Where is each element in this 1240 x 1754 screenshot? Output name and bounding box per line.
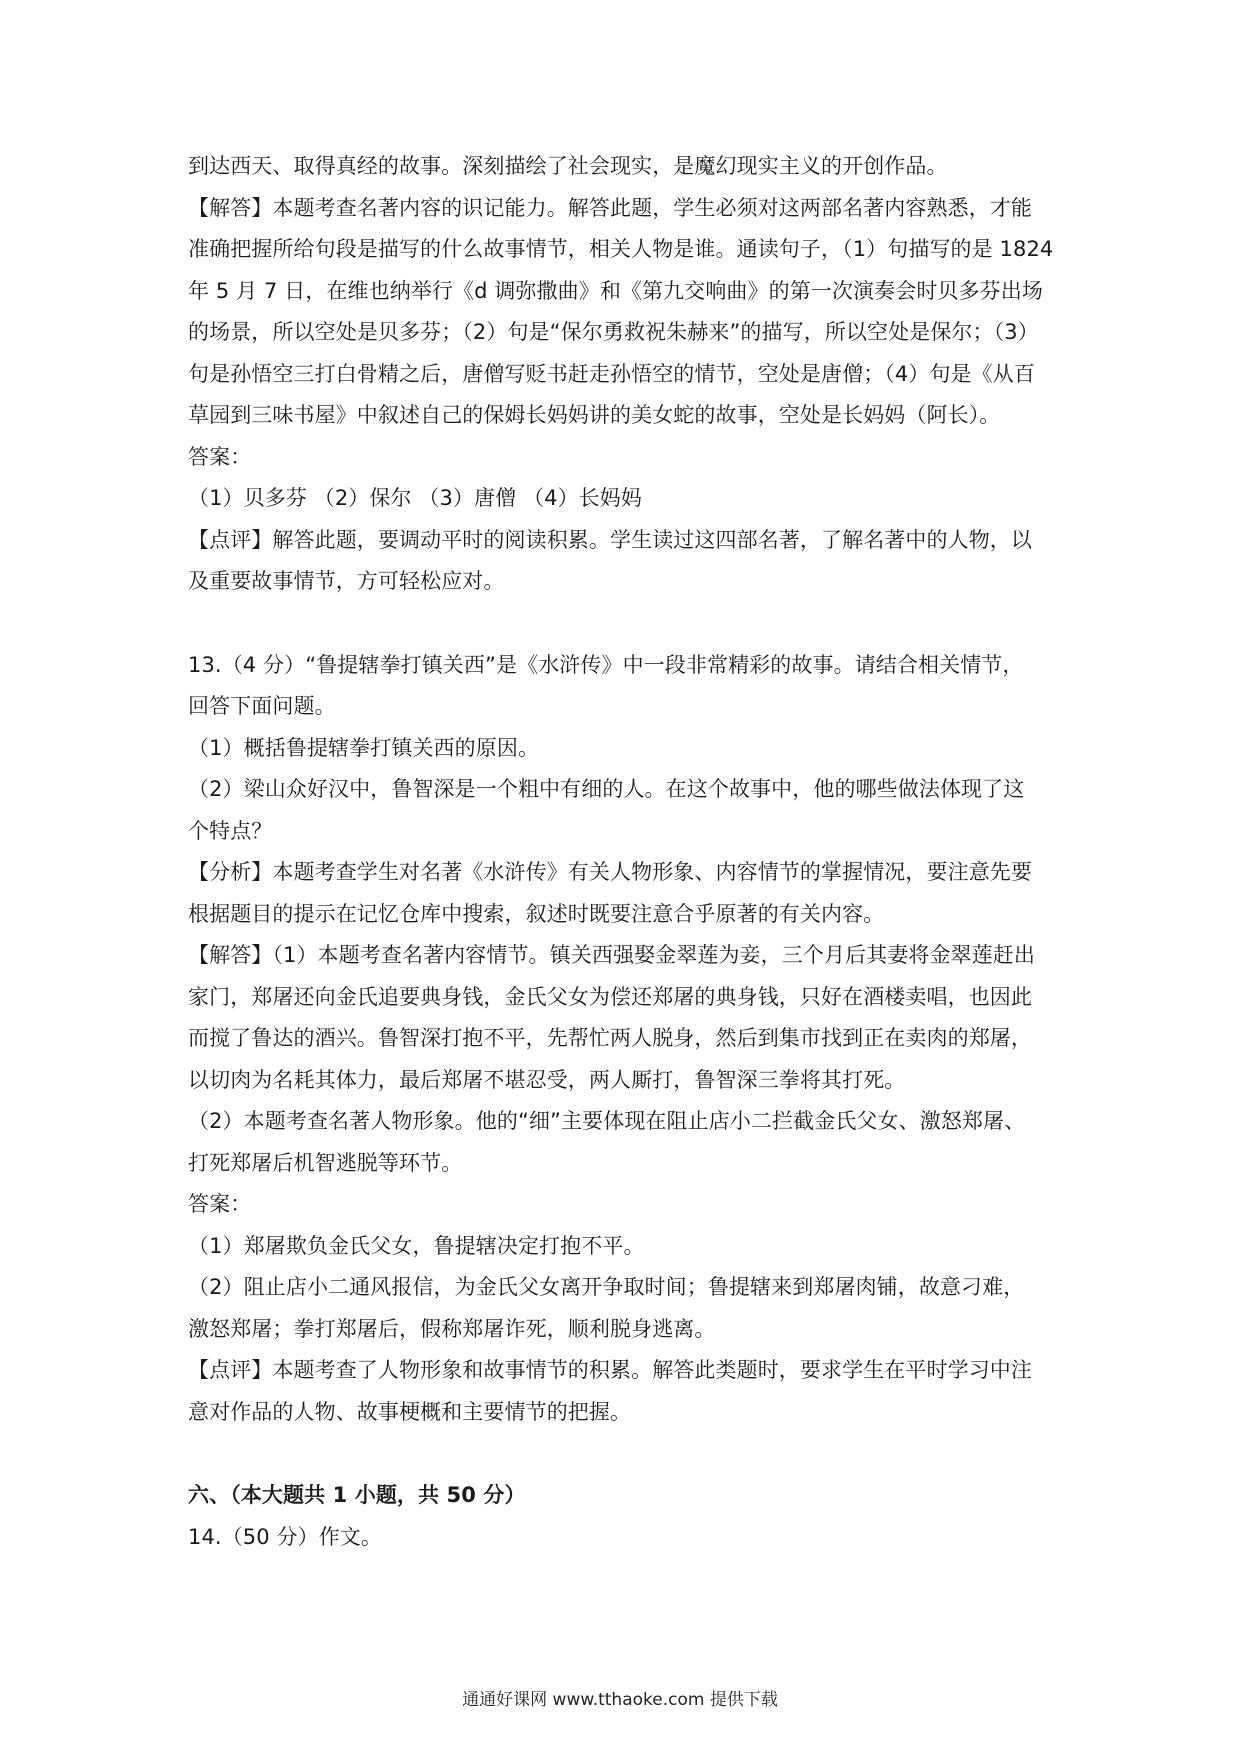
document-body: [188, 146, 1063, 1558]
page-footer: 通通好课网 www.tthaoke.com 提供下载: [462, 1690, 778, 1710]
text-line: 个特点？: [188, 818, 273, 843]
answer-text: （1）郑屠欺负金氏父女，鲁提辖决定打抱不平。: [188, 1233, 645, 1258]
comment-paragraph: 【点评】本题考查了人物形象和故事情节的积累。解答此类题时，要求学生在平时学习中注: [188, 1358, 1032, 1382]
question-14: 14.（50 分）作文。: [188, 1524, 382, 1549]
text-line: 到达西天、取得真经的故事。深刻描绘了社会现实，是魔幻现实主义的开创作品。: [188, 154, 948, 178]
text-line: 激怒郑屠；拳打郑屠后，假称郑屠诈死，顺利脱身逃离。: [188, 1316, 716, 1341]
text-line: 意对作品的人物、故事梗概和主要情节的把握。: [188, 1399, 632, 1424]
text-line: 回答下面问题。: [188, 694, 336, 718]
answer-text: （2）阻止店小二通风报信，为金氏父女离开争取时间；鲁提辖来到郑屠肉铺，故意刁难，: [188, 1275, 1025, 1299]
answer-text: （1）贝多芬 （2）保尔 （3）唐僧 （4）长妈妈: [188, 486, 642, 510]
text-line: 根据题目的提示在记忆仓库中搜索，叙述时既要注意合乎原著的有关内容。: [188, 901, 885, 926]
text-line: 草园到三味书屋》中叙述自己的保姆长妈妈讲的美女蛇的故事，空处是长妈妈（阿长）。: [188, 403, 1001, 427]
answer-paragraph: 【解答】本题考查名著内容的识记能力。解答此题，学生必须对这两部名著内容熟悉，才能: [188, 195, 1032, 220]
text-line: 家门，郑屠还向金氏追要典身钱，金氏父女为偿还郑屠的典身钱，只好在酒楼卖唱，也因此: [188, 984, 1032, 1009]
answer-label: 答案：: [188, 1192, 252, 1216]
text-line: （2）本题考查名著人物形象。他的“细”主要体现在阻止店小二拦截金氏父女、激怒郑屠、: [188, 1109, 1026, 1133]
question-13: 13.（4 分）“鲁提辖拳打镇关西”是《水浒传》中一段非常精彩的故事。请结合相关情节，: [188, 652, 1024, 677]
text-line: 及重要故事情节，方可轻松应对。: [188, 569, 505, 593]
text-line: 年 5 月 7 日，在维也纳举行《d 调弥撒曲》和《第九交响曲》的第一次演奏会时贝多芬出场: [188, 278, 1043, 303]
section-gap: [188, 1433, 1063, 1475]
text-line: 打死郑屠后机智逃脱等环节。: [188, 1150, 463, 1175]
text-line: 以切肉为名耗其体力，最后郑屠不堪忍受，两人厮打，鲁智深三拳将其打死。: [188, 1067, 906, 1092]
text-line: 句是孙悟空三打白骨精之后，唐僧写贬书赶走孙悟空的情节，空处是唐僧；（4）句是《从百: [188, 361, 1035, 386]
text-line: 准确把握所给句段是描写的什么故事情节，相关人物是谁。通读句子，（1）句描写的是 1824: [188, 237, 1054, 261]
section-gap: [188, 603, 1063, 645]
section-heading: 六、（本大题共 1 小题，共 50 分）: [188, 1483, 526, 1507]
sub-question-1: （1）概括鲁提辖拳打镇关西的原因。: [188, 735, 540, 760]
text-line: 而搅了鲁达的酒兴。鲁智深打抱不平，先帮忙两人脱身，然后到集市找到正在卖肉的郑屠，: [188, 1026, 1032, 1050]
text-line: 的场景，所以空处是贝多芬；（2）句是“保尔勇救祝朱赫来”的描写，所以空处是保尔；（3）: [188, 320, 1039, 344]
answer-paragraph: 【解答】（1）本题考查名著内容情节。镇关西强娶金翠莲为妾，三个月后其妻将金翠莲赶出: [188, 943, 1035, 967]
answer-label: 答案：: [188, 444, 252, 469]
analysis-paragraph: 【分析】本题考查学生对名著《水浒传》有关人物形象、内容情节的掌握情况，要注意先要: [188, 860, 1032, 884]
sub-question-2: （2）梁山众好汉中，鲁智深是一个粗中有细的人。在这个故事中，他的哪些做法体现了这: [188, 777, 1025, 801]
comment-paragraph: 【点评】解答此题，要调动平时的阅读积累。学生读过这四部名著，了解名著中的人物，以: [188, 527, 1032, 552]
